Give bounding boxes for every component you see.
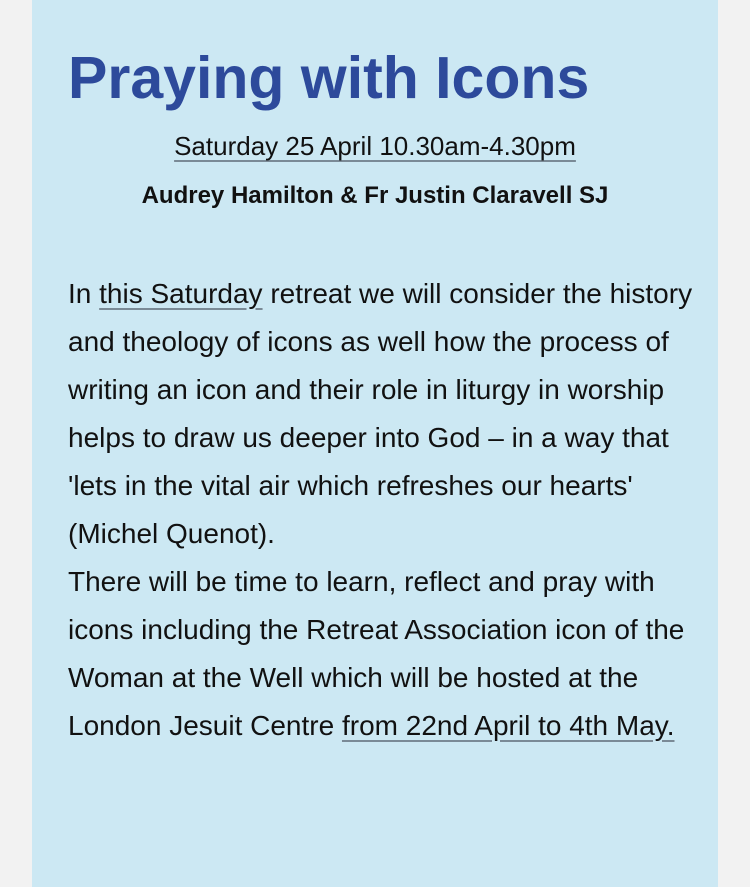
event-card xyxy=(32,0,718,887)
event-description xyxy=(68,270,708,750)
page-title: Praying with Icons xyxy=(68,45,590,111)
paragraph-1-text-start: In xyxy=(68,278,100,309)
paragraph-1-text-end: retreat we will consider the history and theology of icons as well how the process of writing an icon and their role in liturgy in worship helps to draw us deeper into God – in a way that 'lets in the vital air which refreshes our hearts' (Michel Quenot). xyxy=(68,278,693,549)
event-speakers: Audrey Hamilton & Fr Justin Claravell SJ xyxy=(141,182,609,209)
event-date-link[interactable]: Saturday 25 April 10.30am-4.30pm xyxy=(174,131,576,161)
paragraph-2-text: There will be time to learn, reflect and pray with icons including the Retreat Association icon of the Woman at the Well which will be hosted at the London Jesuit Centre xyxy=(68,566,685,741)
description-paragraph-2 xyxy=(68,558,708,750)
this-saturday-link[interactable]: this Saturday xyxy=(99,278,263,309)
exhibition-dates-link[interactable]: from 22nd April to 4th May. xyxy=(341,710,675,741)
description-paragraph-1 xyxy=(68,270,708,558)
event-date xyxy=(32,128,718,164)
